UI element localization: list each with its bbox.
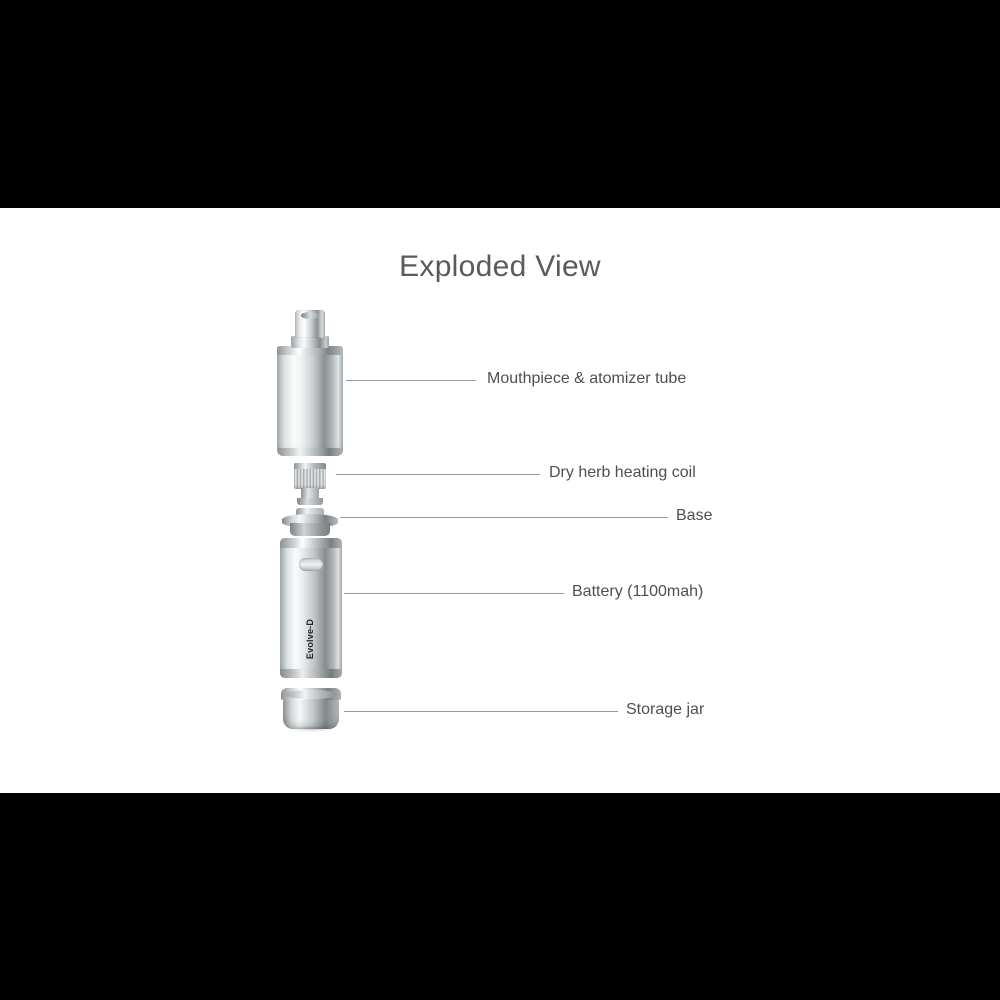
- heating-coil-cap: [294, 463, 326, 469]
- callout-label-mouthpiece: Mouthpiece & atomizer tube: [487, 370, 687, 387]
- storage-jar-shadow: [289, 726, 333, 732]
- atomizer-tube-body: [277, 346, 343, 456]
- storage-jar-lid-top: [285, 690, 337, 699]
- callout-label-battery: Battery (1100mah): [572, 583, 704, 600]
- mouthpiece-aperture: [301, 312, 319, 319]
- battery-top-cap: [280, 538, 342, 548]
- diagram-canvas: [0, 208, 1000, 793]
- part-jar-illustration: [281, 688, 341, 732]
- callout-label-base: Base: [676, 507, 713, 524]
- leader-line-mouthpiece: [346, 380, 476, 381]
- part-base-illustration: [282, 508, 338, 540]
- leader-line-coil: [336, 474, 540, 475]
- part-coil-illustration: [290, 463, 330, 505]
- callout-label-jar: Storage jar: [626, 701, 705, 718]
- part-battery-illustration: [280, 538, 342, 678]
- part-mouthpiece-illustration: [277, 310, 343, 458]
- storage-jar-body: [283, 699, 339, 729]
- leader-line-battery: [344, 593, 564, 594]
- battery-bottom-cap: [280, 669, 342, 678]
- base-lower: [290, 523, 330, 536]
- battery-power-button: [299, 558, 323, 571]
- battery-brand-mark: [296, 611, 324, 667]
- heating-coil-foot: [297, 498, 323, 505]
- atomizer-tube-bottom-edge: [278, 448, 342, 456]
- page-title: Exploded View: [399, 250, 601, 283]
- battery-brand-text: Evolve-D: [305, 618, 315, 660]
- leader-line-jar: [344, 711, 618, 712]
- callout-label-coil: Dry herb heating coil: [549, 464, 696, 481]
- leader-line-base: [340, 517, 668, 518]
